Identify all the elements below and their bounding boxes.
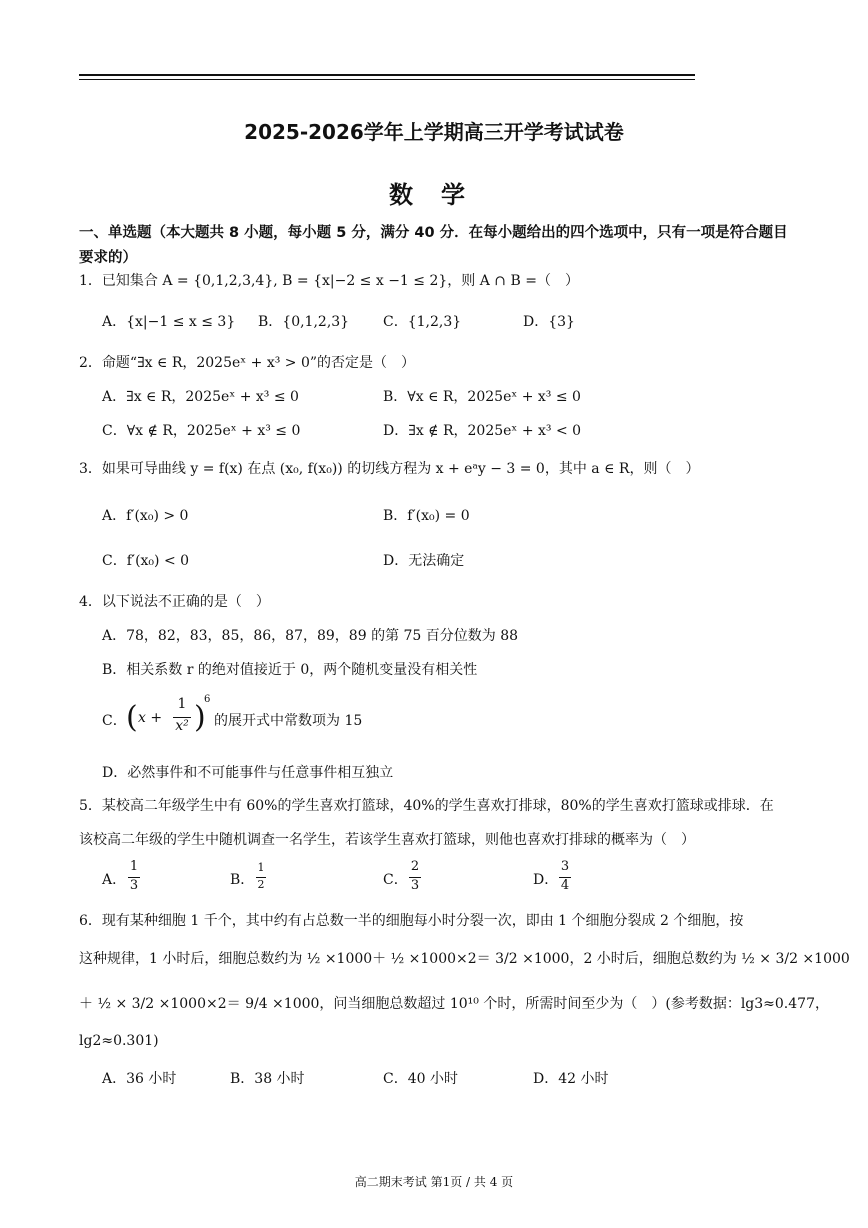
q2-stem: 2．命题“∃x ∈ R，2025eˣ + x³ > 0”的否定是（ ）	[79, 355, 416, 371]
q3-option-b: B．f′(x₀) = 0	[383, 508, 470, 524]
q5-option-d	[533, 859, 593, 899]
header-rule-thin	[79, 79, 695, 80]
q4-c-label: C．	[102, 713, 127, 729]
q4-c-paren-open: (	[126, 700, 138, 735]
q1-option-d: D．{3}	[523, 314, 575, 330]
q5-option-c	[383, 859, 443, 899]
q4-c-exponent: 6	[204, 694, 211, 705]
q1-option-a: A．{x|−1 ≤ x ≤ 3}	[102, 314, 236, 330]
q1-option-b: B．{0,1,2,3}	[258, 314, 350, 330]
q6-option-c: C．40 小时	[383, 1071, 458, 1087]
q5-option-b	[230, 859, 290, 899]
q6-option-b: B．38 小时	[230, 1071, 305, 1087]
q5-c-num: 2	[410, 859, 420, 874]
q5-d-num: 3	[560, 859, 570, 874]
q5-a-label: A．	[102, 872, 127, 888]
q4-c-x: x +	[138, 710, 163, 726]
exam-title: 2025-2026学年上学期高三开学考试试卷	[244, 120, 624, 144]
header-rule-thick	[79, 74, 695, 76]
q4-option-a: A．78，82，83，85，86，87，89，89 的第 75 百分位数为 88	[102, 628, 519, 644]
subject-title: 数学	[389, 181, 493, 209]
q5-d-label: D．	[533, 872, 559, 888]
q1-stem: 1．已知集合 A = {0,1,2,3,4}, B = {x|−2 ≤ x −1 ≤ 2}，则 A ∩ B =（ ）	[79, 273, 579, 289]
q4-c-den: x²	[175, 718, 189, 734]
page-footer: 高二期末考试 第1页 / 共 4 页	[354, 1175, 514, 1189]
q5-a-num: 1	[129, 859, 139, 874]
q5-option-a	[102, 859, 162, 899]
q5-b-num: 1	[257, 861, 265, 874]
q6-option-a: A．36 小时	[102, 1071, 177, 1087]
q3-stem: 3．如果可导曲线 y = f(x) 在点 (x₀, f(x₀)) 的切线方程为 x + eᵃy − 3 = 0，其中 a ∈ R，则（ ）	[79, 461, 700, 477]
section-heading: 一、单选题（本大题共 8 小题，每小题 5 分，满分 40 分．在每小题给出的四个选项中，只有一项是符合题目要求的）	[79, 225, 788, 266]
q4-c-tail: 的展开式中常数项为 15	[214, 713, 363, 729]
q4-stem: 4．以下说法不正确的是（ ）	[79, 594, 270, 610]
q4-option-d: D．必然事件和不可能事件与任意事件相互独立	[102, 765, 394, 781]
q5-line2: 该校高二年级的学生中随机调查一名学生，若该学生喜欢打篮球，则他也喜欢打排球的概率为（ ）	[79, 832, 695, 848]
q2-option-a: A．∃x ∈ R，2025eˣ + x³ ≤ 0	[102, 389, 299, 405]
q2-option-b: B．∀x ∈ R，2025eˣ + x³ ≤ 0	[383, 389, 581, 405]
q5-c-label: C．	[383, 872, 408, 888]
q2-option-d: D．∃x ∉ R，2025eˣ + x³ < 0	[383, 423, 582, 439]
q5-a-den: 3	[129, 878, 139, 893]
q6-line3: ＋ ½ × 3/2 ×1000×2＝ 9/4 ×1000，问当细胞总数超过 10¹⁰ 个时，所需时间至少为（ ）(参考数据：lg3≈0.477，	[79, 996, 829, 1012]
q5-line1: 5．某校高二年级学生中有 60%的学生喜欢打篮球，40%的学生喜欢打排球，80%的学生喜欢打篮球或排球．在	[79, 798, 774, 814]
q2-option-c: C．∀x ∉ R，2025eˣ + x³ ≤ 0	[102, 423, 301, 439]
q5-d-den: 4	[560, 878, 570, 893]
q6-line1: 6．现有某种细胞 1 千个，其中约有占总数一半的细胞每小时分裂一次，即由 1 个细胞分裂成 2 个细胞，按	[79, 913, 744, 929]
q1-option-c: C．{1,2,3}	[383, 314, 462, 330]
q5-b-label: B．	[230, 872, 255, 888]
q4-c-paren-close: )	[194, 700, 206, 735]
q6-option-d: D．42 小时	[533, 1071, 609, 1087]
q4-c-num: 1	[177, 696, 187, 712]
q3-option-d: D．无法确定	[383, 553, 465, 569]
q6-line2: 这种规律，1 小时后，细胞总数约为 ½ ×1000＋ ½ ×1000×2＝ 3/2 ×1000，2 小时后，细胞总数约为 ½ × 3/2 ×1000	[79, 951, 850, 967]
q6-line4: lg2≈0.301)	[79, 1033, 159, 1049]
q5-b-den: 2	[257, 878, 265, 891]
q3-option-a: A．f′(x₀) > 0	[102, 508, 189, 524]
q4-option-b: B．相关系数 r 的绝对值接近于 0，两个随机变量没有相关性	[102, 662, 478, 678]
q5-c-den: 3	[410, 878, 420, 893]
q3-option-c: C．f′(x₀) < 0	[102, 553, 190, 569]
